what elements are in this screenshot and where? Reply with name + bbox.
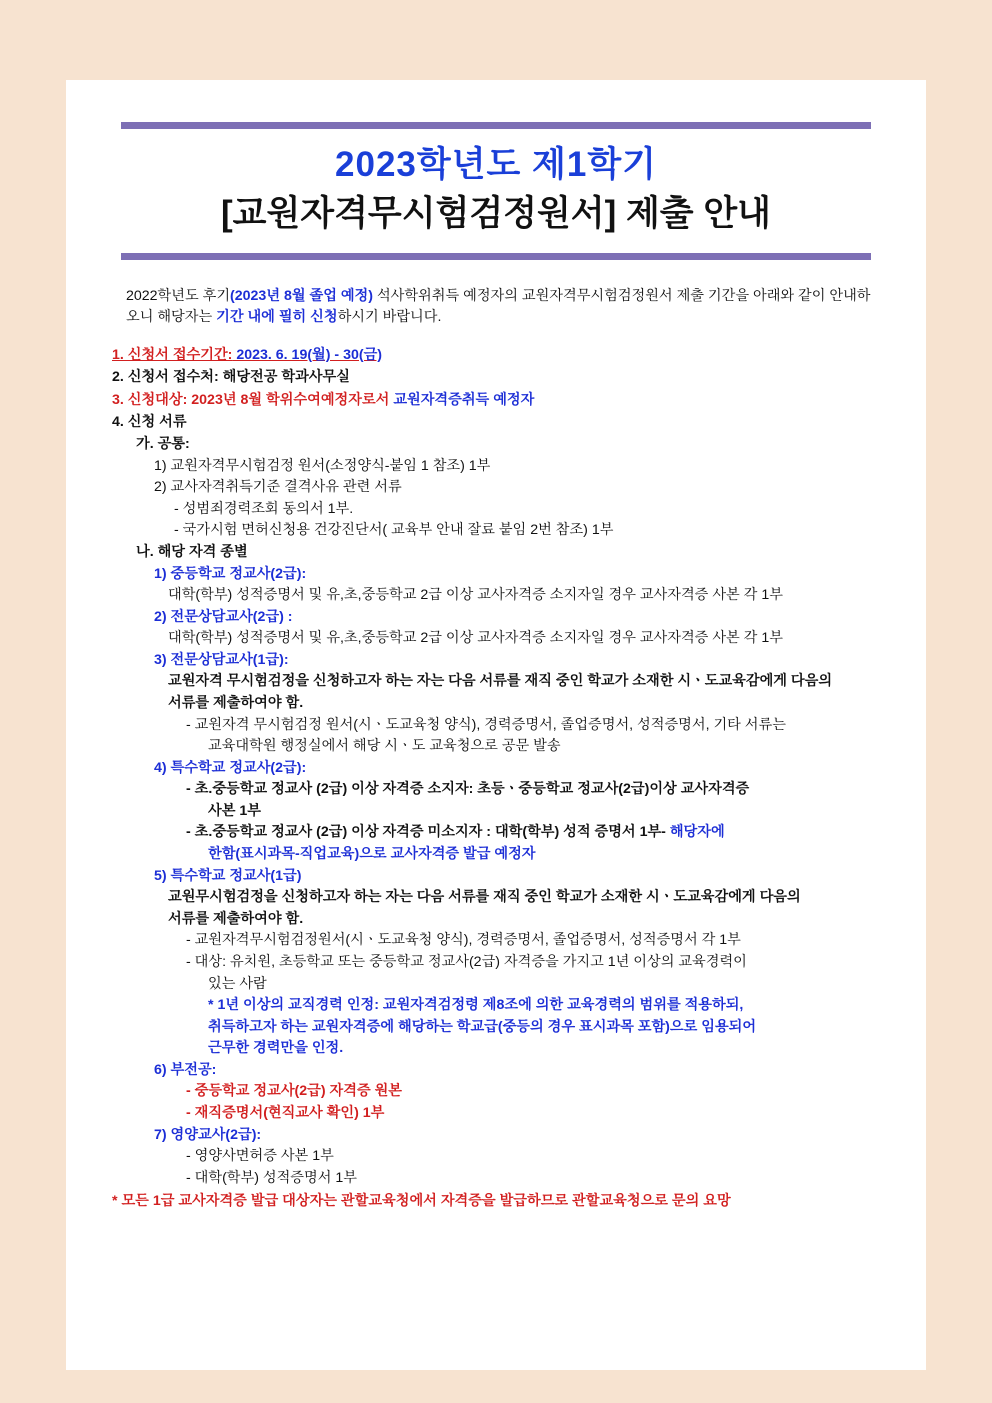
- item-2: 2. 신청서 접수처: 해당전공 학과사무실: [112, 369, 350, 386]
- intro-part3: 석사학위취득 예정자의 교원자격무시험검정원서 제출 기간을 아래와 같이 안내하오니 해당자는: [126, 287, 871, 326]
- item-na-5-text1: 교원무시험검정을 신청하고자 하는 자는 다음 서류를 재직 중인 학교가 소재한 시ㆍ도교육감에게 다음의: [168, 889, 801, 906]
- item-na-5-star-note-2: 취득하고자 하는 교원자격증에 해당하는 학교급(중등의 경우 표시과목 포함)으로 임용되어: [208, 1018, 757, 1035]
- item-3-tail: 교원자격증취득 예정자: [393, 391, 535, 408]
- item-4-ga-2b: - 국가시험 면허신청용 건강진단서( 교육부 안내 잘료 붙임 2번 참조) 1부: [174, 522, 614, 539]
- item-na-5-detail-2b: 있는 사람: [208, 975, 267, 992]
- item-4-ga-2: 2) 교사자격취득기준 결격사유 관련 서류: [154, 479, 402, 496]
- item-na-5-star-note-1: * 1년 이상의 교직경력 인정: 교원자격검정령 제8조에 의한 교육경력의 범위를 적용하되,: [208, 997, 744, 1014]
- item-na-5-detail-1: - 교원자격무시험검정원서(시ㆍ도교육청 양식), 경력증명서, 졸업증명서, 성적증명서 각 1부: [186, 932, 741, 949]
- item-3: [108, 390, 884, 412]
- document-body: [108, 260, 884, 1213]
- item-3-label: 3. 신청대상: [112, 391, 183, 408]
- document-page: [66, 80, 926, 1370]
- item-na-1-text: 대학(학부) 성적증명서 및 유,초,중등학교 2급 이상 교사자격증 소지자일 경우 교사자격증 사본 각 1부: [168, 587, 783, 604]
- item-na-3-detail-2: 교육대학원 행정실에서 해당 시ㆍ도 교육청으로 공문 발송: [208, 738, 561, 755]
- item-na-3-text1: 교원자격 무시험검정을 신청하고자 하는 자는 다음 서류를 재직 중인 학교가 소재한 시ㆍ도교육감에게 다음의: [168, 673, 833, 690]
- item-na-5-text2: 서류를 제출하여야 함.: [168, 910, 304, 927]
- item-4-na: 나. 해당 자격 종별: [136, 543, 248, 560]
- item-na-5-detail-2: - 대상: 유치원, 초등학교 또는 중등학교 정교사(2급) 자격증을 가지고 1년 이상의 교육경력이: [186, 953, 747, 970]
- footer-note: * 모든 1급 교사자격증 발급 대상자는 관할교육청에서 자격증을 발급하므로 관할교육청으로 문의 요망: [112, 1193, 731, 1210]
- item-na-6-detail-1: - 중등학교 정교사(2급) 자격증 원본: [186, 1083, 402, 1100]
- item-na-4-detail-2-text: - 초.중등학교 정교사 (2급) 이상 자격증 미소지자 : 대학(학부) 성적 증명서 1부-: [186, 824, 670, 841]
- item-na-7-detail-2: - 대학(학부) 성적증명서 1부: [186, 1169, 357, 1186]
- item-na-4-label: 4) 특수학교 정교사(2급):: [154, 759, 307, 776]
- item-1-value: 2023. 6. 19(월) - 30(금): [232, 346, 383, 363]
- item-na-4-detail-2-hl: 해당자에: [669, 824, 725, 841]
- intro-part5: 하시기 바랍니다.: [337, 309, 442, 326]
- item-na-2-label: 2) 전문상담교사(2급) :: [154, 608, 293, 625]
- item-na-5-label: 5) 특수학교 정교사(1급): [154, 867, 302, 884]
- item-na-5-star-note-3: 근무한 경력만을 인정.: [208, 1040, 344, 1057]
- page-title-line2: [교원자격무시험검정원서] 제출 안내: [221, 193, 771, 233]
- item-na-7-detail-1: - 영양사면허증 사본 1부: [186, 1148, 334, 1165]
- item-4-ga: 가. 공통:: [136, 436, 190, 453]
- item-na-2-text: 대학(학부) 성적증명서 및 유,초,중등학교 2급 이상 교사자격증 소지자일 경우 교사자격증 사본 각 1부: [168, 630, 783, 647]
- item-na-3-detail-1: - 교원자격 무시험검정 원서(시ㆍ도교육청 양식), 경력증명서, 졸업증명서, 성적증명서, 기타 서류는: [186, 716, 786, 733]
- intro-part4: 기간 내에 필히 신청: [216, 309, 338, 326]
- title-block: [121, 122, 871, 260]
- intro-paragraph: [108, 286, 884, 329]
- item-4: 4. 신청 서류: [112, 414, 187, 431]
- item-na-4-detail-2: [108, 822, 884, 844]
- item-4-ga-2a: - 성범죄경력조회 동의서 1부.: [174, 500, 354, 517]
- item-na-1-label: 1) 중등학교 정교사(2급):: [154, 565, 307, 582]
- item-na-6-label: 6) 부전공:: [154, 1061, 217, 1078]
- item-1-label: 1. 신청서 접수기간:: [112, 346, 233, 363]
- item-na-3-label: 3) 전문상담교사(1급):: [154, 651, 289, 668]
- item-4-ga-1: 1) 교원자격무시험검정 원서(소정양식-붙임 1 참조) 1부: [154, 457, 491, 474]
- page-title-line1: 2023학년도 제1학기: [335, 145, 657, 184]
- item-na-3-text2: 서류를 제출하여야 함.: [168, 695, 304, 711]
- item-na-4-detail-1b: 사본 1부: [208, 802, 261, 819]
- item-na-6-detail-2: - 재직증명서(현직교사 확인) 1부: [186, 1104, 385, 1121]
- item-3-mid: : 2023년 8월 학위수여예정자로서: [182, 391, 394, 408]
- intro-part2: (2023년 8월 졸업 예정): [230, 287, 373, 304]
- item-na-7-label: 7) 영양교사(2급):: [154, 1126, 262, 1143]
- item-na-4-detail-2b: 한함(표시과목-직업교육)으로 교사자격증 발급 예정자: [208, 846, 536, 863]
- intro-part1: 2022학년도 후기: [126, 287, 231, 304]
- item-na-4-detail-1: - 초.중등학교 정교사 (2급) 이상 자격증 소지자: 초등ㆍ중등학교 정교사(2급)이상 교사자격증: [186, 781, 750, 798]
- item-1: [108, 345, 884, 367]
